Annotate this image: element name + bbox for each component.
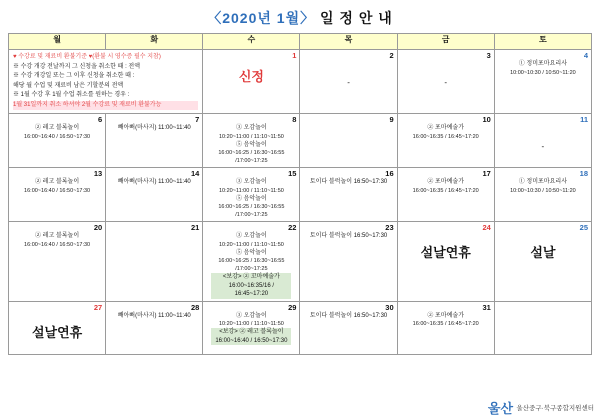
day-number: 13 bbox=[93, 169, 103, 178]
event-time: 16:00~16:40 / 16:50~17:30 bbox=[24, 133, 91, 140]
day-number: 4 bbox=[583, 51, 588, 60]
event-name[interactable]: ② 포마예술가 bbox=[427, 179, 465, 185]
day-events bbox=[300, 232, 396, 243]
event-name[interactable]: 토이다 블럭놀이 16:50~17:30 bbox=[309, 233, 388, 239]
day-number: 7 bbox=[195, 115, 200, 124]
day-number: 31 bbox=[482, 302, 491, 312]
calendar-day-cell[interactable] bbox=[494, 168, 591, 222]
event-time: 10:20~11:00 / 11:10~11:50 bbox=[218, 321, 284, 327]
calendar-day-cell[interactable] bbox=[300, 222, 397, 302]
holiday-label: 설날연휴 bbox=[420, 245, 471, 260]
calendar-week-row bbox=[9, 301, 592, 354]
page-title bbox=[0, 0, 600, 33]
event-name[interactable]: 빼아뻐(마사지) 11:00~11:40 bbox=[117, 179, 191, 185]
calendar-day-cell[interactable] bbox=[397, 114, 494, 168]
calendar-body bbox=[9, 50, 592, 355]
makeup-class-block[interactable] bbox=[211, 273, 291, 299]
day-events bbox=[9, 232, 105, 251]
event-time: 16:00~16:25 / 16:30~16:55 /17:00~17:25 bbox=[218, 204, 285, 218]
day-events bbox=[300, 178, 396, 189]
day-events bbox=[398, 178, 494, 197]
day-number: 27 bbox=[93, 302, 103, 312]
day-events bbox=[495, 60, 591, 79]
day-number: 30 bbox=[385, 302, 394, 312]
calendar-day-cell[interactable] bbox=[494, 114, 591, 168]
calendar-day-cell[interactable] bbox=[397, 301, 494, 354]
day-events bbox=[203, 60, 299, 83]
day-events bbox=[9, 312, 105, 339]
day-number: 14 bbox=[190, 169, 200, 178]
makeup-class-time: 16:00~16:35/16 / 16:45~17:20 bbox=[228, 282, 274, 297]
day-number: 25 bbox=[579, 223, 588, 232]
center-logo-icon: 울산 bbox=[487, 400, 514, 416]
day-number: 11 bbox=[580, 115, 588, 124]
weekday-thu: 목 bbox=[300, 34, 397, 50]
day-number: 9 bbox=[389, 115, 394, 124]
day-number: 6 bbox=[97, 115, 103, 124]
day-events bbox=[398, 124, 494, 143]
calendar-day-cell[interactable] bbox=[494, 50, 591, 114]
holiday-label: 설날연휴 bbox=[31, 324, 83, 340]
footer bbox=[487, 399, 594, 415]
day-events bbox=[203, 312, 299, 348]
no-class-marker: - bbox=[444, 78, 448, 87]
calendar-day-cell[interactable] bbox=[494, 301, 591, 354]
day-number: 1 bbox=[292, 51, 297, 60]
calendar-table bbox=[8, 33, 592, 355]
event-time: 16:00~16:35 / 16:45~17:20 bbox=[412, 187, 479, 194]
day-events bbox=[495, 124, 591, 153]
page-title-month: 〈2020년 1월〉 bbox=[207, 10, 316, 26]
makeup-class-name: <보강> ② 레고 블록놀이 bbox=[219, 329, 284, 335]
calendar-day-cell[interactable] bbox=[397, 50, 494, 114]
event-time: 16:00~16:40 / 16:50~17:30 bbox=[24, 187, 91, 194]
day-number: 22 bbox=[288, 223, 297, 232]
day-number: 23 bbox=[385, 223, 394, 232]
day-number: 10 bbox=[482, 115, 491, 124]
event-time: 16:00~16:35 / 16:45~17:20 bbox=[412, 133, 479, 140]
holiday-label: 설날 bbox=[530, 245, 556, 260]
day-number: 29 bbox=[288, 302, 297, 312]
event-time: 16:00~16:35 / 16:45~17:20 bbox=[412, 321, 479, 327]
event-time: 10:20~11:00 / 11:10~11:50 bbox=[218, 241, 284, 248]
calendar-day-cell[interactable] bbox=[106, 301, 203, 354]
calendar-day-cell[interactable] bbox=[300, 50, 397, 114]
page-title-rest: 일 정 안 내 bbox=[320, 10, 393, 26]
day-events bbox=[203, 232, 299, 301]
event-name[interactable]: ② 레고 블록놀이 bbox=[35, 233, 80, 239]
day-events bbox=[495, 178, 591, 197]
notice-line: 해당 월 수업 및 재료비 남은 기할분의 전액 bbox=[13, 82, 124, 89]
day-number: 3 bbox=[486, 51, 491, 60]
day-number: 2 bbox=[389, 51, 394, 60]
footer-text: 울산중구·북구종합지원센터 bbox=[516, 404, 594, 412]
day-events bbox=[300, 60, 396, 89]
day-number: 24 bbox=[482, 223, 491, 232]
weekday-sat: 토 bbox=[494, 34, 591, 50]
day-events bbox=[106, 124, 202, 135]
event-name[interactable]: ② 포마예술가 bbox=[427, 312, 465, 319]
event-name[interactable]: 토이다 블럭놀이 16:50~17:30 bbox=[309, 179, 388, 185]
event-name[interactable]: 빼아뻐(마사지) 11:00~11:40 bbox=[117, 312, 191, 319]
calendar-week-row bbox=[9, 168, 592, 222]
day-events bbox=[203, 178, 299, 221]
calendar-day-cell[interactable] bbox=[494, 222, 591, 302]
day-number: 18 bbox=[579, 169, 588, 178]
event-name[interactable]: ① 정미포마요리사 bbox=[518, 179, 568, 185]
calendar-week-row bbox=[9, 50, 592, 114]
calendar-day-cell[interactable] bbox=[106, 222, 203, 302]
calendar-day-cell[interactable] bbox=[203, 114, 300, 168]
event-name[interactable]: ③ 오감놀이 bbox=[235, 125, 267, 131]
day-number: 17 bbox=[482, 169, 491, 178]
calendar-day-cell[interactable] bbox=[203, 301, 300, 354]
day-events bbox=[9, 124, 105, 143]
event-time: 10:20~11:00 / 11:10~11:50 bbox=[218, 187, 284, 194]
calendar-day-cell[interactable] bbox=[106, 168, 203, 222]
event-name[interactable]: ③ 오감놀이 bbox=[235, 233, 267, 239]
event-name[interactable]: ⑤ 음악놀이 bbox=[235, 249, 267, 256]
day-events bbox=[106, 232, 202, 234]
day-events bbox=[300, 124, 396, 126]
day-events bbox=[106, 312, 202, 323]
day-events bbox=[300, 312, 396, 323]
event-time: 10:00~10:30 / 10:50~11:20 bbox=[510, 69, 576, 76]
event-time: 10:00~10:30 / 10:50~11:20 bbox=[510, 187, 576, 194]
event-name[interactable]: ② 레고 블록놀이 bbox=[35, 179, 80, 185]
day-events bbox=[495, 303, 591, 305]
day-number: 28 bbox=[190, 302, 200, 312]
calendar-day-cell[interactable] bbox=[9, 222, 106, 302]
notice-line: ♥ 수강료 및 재료비 환불기준 ♥(환불 시 영수증 필수 지참) bbox=[13, 54, 161, 60]
event-time: 16:00~16:25 / 16:30~16:55 /17:00~17:25 bbox=[218, 150, 285, 164]
day-events bbox=[495, 232, 591, 259]
event-name[interactable]: 빼아뻐(마사지) 11:00~11:40 bbox=[117, 125, 191, 131]
notice-line: ※ 수강 개강 전날까지 그 신청을 취소한 때 : 전액 bbox=[13, 63, 140, 70]
makeup-class-block[interactable] bbox=[211, 328, 291, 345]
event-name[interactable]: ⑤ 음악놀이 bbox=[235, 195, 267, 202]
calendar-day-cell[interactable] bbox=[9, 50, 203, 114]
calendar-week-row bbox=[9, 222, 592, 302]
notice-line: ※ 수강 개강일 또는 그 이후 신청을 취소한 때 : bbox=[13, 73, 135, 79]
day-number: 21 bbox=[190, 223, 200, 232]
calendar-day-cell[interactable] bbox=[397, 168, 494, 222]
day-number: 15 bbox=[288, 169, 297, 178]
day-events bbox=[398, 312, 494, 331]
calendar-day-cell[interactable] bbox=[203, 50, 300, 114]
event-name[interactable]: ② 포마예술가 bbox=[427, 125, 465, 131]
event-name[interactable]: ③ 오감놀이 bbox=[235, 179, 267, 185]
refund-notice bbox=[9, 50, 202, 113]
event-name[interactable]: ③ 오감놀이 bbox=[235, 312, 267, 319]
notice-line: ※ 1월 수강 후 1월 수업 취소를 원하는 경우 : bbox=[13, 92, 130, 98]
day-number: 8 bbox=[292, 115, 297, 124]
weekday-wed: 수 bbox=[203, 34, 300, 50]
weekday-header-row bbox=[9, 34, 592, 50]
makeup-class-time: 16:00~16:40 / 16:50~17:30 bbox=[215, 337, 288, 344]
event-name[interactable]: ⑤ 음악놀이 bbox=[235, 141, 267, 148]
calendar-day-cell[interactable] bbox=[300, 301, 397, 354]
calendar-day-cell[interactable] bbox=[300, 114, 397, 168]
event-name[interactable]: ② 레고 블록놀이 bbox=[35, 125, 80, 131]
event-time: 16:00~16:40 / 16:50~17:30 bbox=[24, 241, 91, 248]
calendar-day-cell[interactable] bbox=[397, 222, 494, 302]
day-events bbox=[203, 124, 299, 167]
calendar-day-cell[interactable] bbox=[300, 168, 397, 222]
calendar-day-cell[interactable] bbox=[9, 114, 106, 168]
notice-line: 1월 31일까지 취소 하셔야 2월 수강료 및 재료비 환불가능 bbox=[13, 101, 198, 111]
day-events bbox=[398, 60, 494, 89]
day-number: 20 bbox=[93, 223, 103, 232]
day-events bbox=[106, 178, 202, 189]
calendar-week-row bbox=[9, 114, 592, 168]
makeup-class-name: <보강> ② 꼬마예술가 bbox=[222, 274, 280, 280]
event-name[interactable]: 토이다 블럭놀이 16:50~17:30 bbox=[309, 312, 388, 319]
weekday-fri: 금 bbox=[397, 34, 494, 50]
calendar-day-cell[interactable] bbox=[203, 168, 300, 222]
no-class-marker: - bbox=[347, 78, 350, 87]
calendar-day-cell[interactable] bbox=[106, 114, 203, 168]
calendar-day-cell[interactable] bbox=[9, 301, 106, 354]
day-number: 16 bbox=[385, 169, 394, 178]
event-time: 16:00~16:25 / 16:30~16:55 /17:00~17:25 bbox=[218, 258, 285, 272]
weekday-tue: 화 bbox=[106, 34, 203, 50]
day-events bbox=[9, 178, 105, 197]
weekday-mon: 월 bbox=[9, 34, 106, 50]
day-events bbox=[398, 232, 494, 259]
event-time: 10:20~11:00 / 11:10~11:50 bbox=[218, 133, 284, 140]
event-name[interactable]: ① 정미포마요리사 bbox=[518, 61, 568, 67]
no-class-marker: - bbox=[541, 142, 545, 151]
calendar-day-cell[interactable] bbox=[9, 168, 106, 222]
calendar-day-cell[interactable] bbox=[203, 222, 300, 302]
holiday-label: 신정 bbox=[238, 69, 264, 84]
